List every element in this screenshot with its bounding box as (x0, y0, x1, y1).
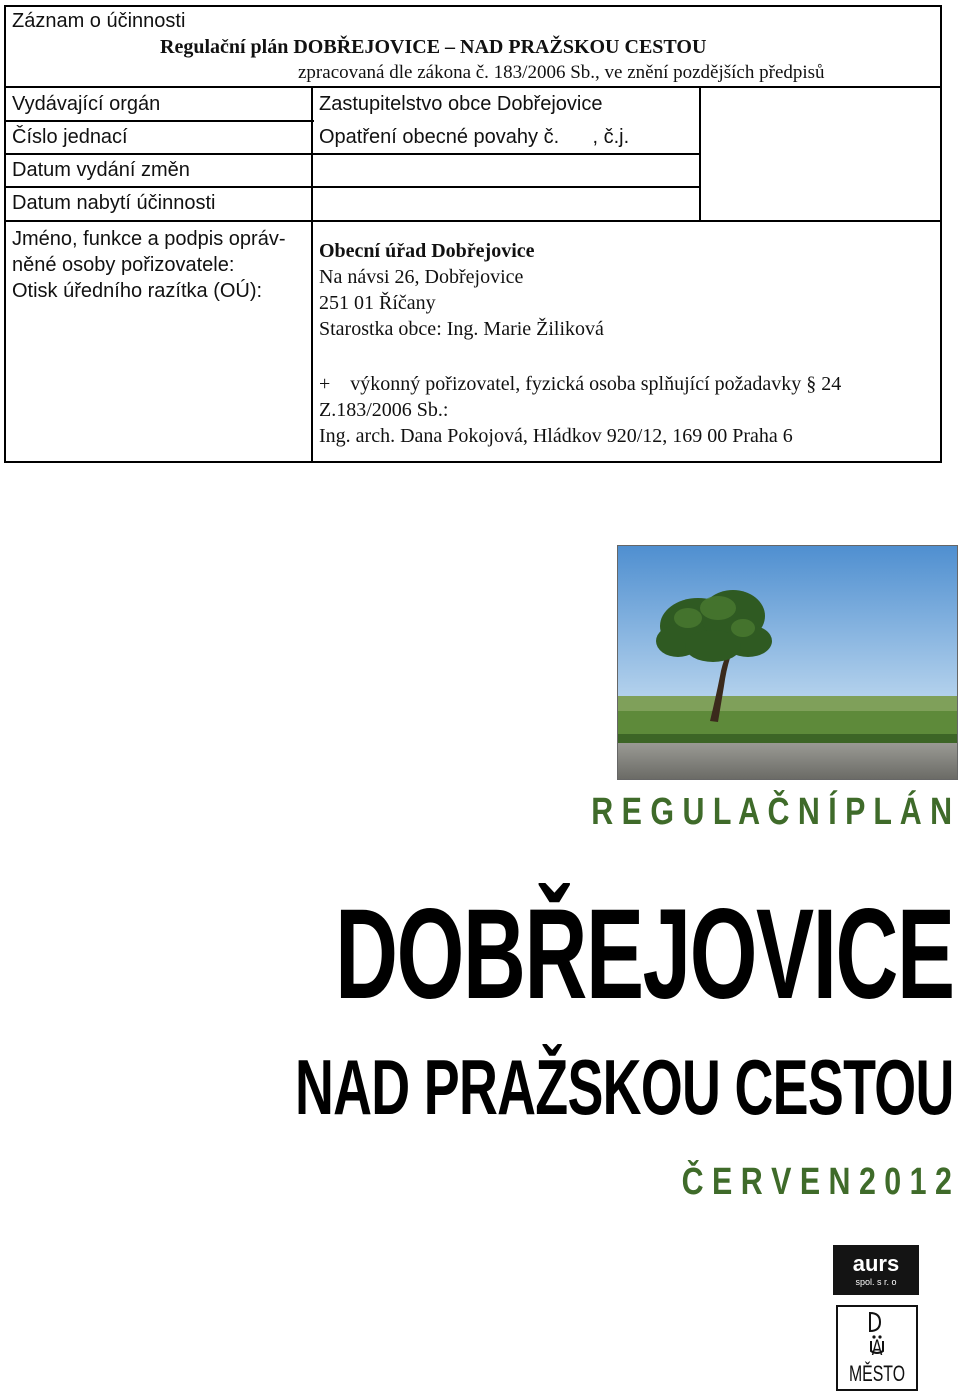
law-note: zpracovaná dle zákona č. 183/2006 Sb., ve znění pozdějších předpisů (298, 62, 825, 83)
row-label-issuing-body: Vydávající orgán (12, 93, 161, 115)
cover-title-secondary: NAD PRAŽSKOU CESTOU (295, 1043, 954, 1131)
section-number: 24 (821, 373, 842, 395)
tree-landscape-image (618, 546, 957, 779)
executive-intro: + výkonný pořizovatel, fyzická osoba splňující požadavky (319, 373, 802, 395)
office-mayor: Starostka obce: Ing. Marie Žiliková (319, 318, 604, 340)
row-divider-4 (4, 220, 942, 222)
aurs-logo (833, 1245, 919, 1295)
row-value-issuing-body: Zastupitelstvo obce Dobřejovice (319, 93, 603, 115)
office-address-city: 251 01 Říčany (319, 292, 436, 314)
signer-label-line: něné osoby pořizovatele: (12, 254, 235, 276)
row-value-reference-number: Opatření obecné povahy č. , č.j. (319, 126, 630, 148)
office-block (319, 238, 604, 342)
office-address-street: Na návsi 26, Dobřejovice (319, 266, 524, 288)
cover-photo-tree (617, 545, 958, 780)
cover-title: DOBŘEJOVICE (335, 883, 954, 1026)
signer-label-line: Otisk úředního razítka (OÚ): (12, 280, 263, 302)
signer-label-line: Jméno, funkce a podpis opráv- (12, 228, 286, 250)
header-divider (4, 86, 942, 88)
executive-block (319, 371, 841, 449)
aurs-logo-main: aurs (852, 1251, 900, 1276)
row-divider-3 (4, 186, 314, 188)
row-label-reference-number: Číslo jednací (12, 126, 128, 148)
value-divider-1 (311, 153, 701, 155)
signer-label (12, 226, 286, 304)
plan-name: Regulační plán DOBŘEJOVICE – NAD PRAŽSKOU CESTOU (160, 36, 707, 58)
cover-date: Č E R V E N 2 0 1 2 (681, 1161, 952, 1203)
row-divider-1 (4, 120, 314, 122)
row-label-issue-date: Datum vydání změn (12, 159, 190, 181)
dum-logo-text: A MĚSTO (848, 1335, 906, 1386)
dum-a-mesto-logo (836, 1305, 918, 1391)
record-title: Záznam o účinnosti (12, 10, 186, 32)
aurs-logo-sub: spol. s r. o (855, 1277, 897, 1287)
office-name: Obecní úřad Dobřejovice (319, 240, 535, 262)
executive-person: Ing. arch. Dana Pokojová, Hládkov 920/12, 169 00 Praha 6 (319, 425, 793, 447)
executive-law: Z.183/2006 Sb.: (319, 399, 449, 421)
section-sign: § (806, 373, 817, 395)
label-column-divider (311, 86, 313, 463)
value-divider-2 (311, 186, 701, 188)
row-divider-2 (4, 153, 314, 155)
executive-line-1 (319, 371, 841, 397)
row-label-effective-date: Datum nabytí účinnosti (12, 192, 216, 214)
cover-subtitle: R E G U L A Č N Í P L Á N (591, 791, 952, 833)
